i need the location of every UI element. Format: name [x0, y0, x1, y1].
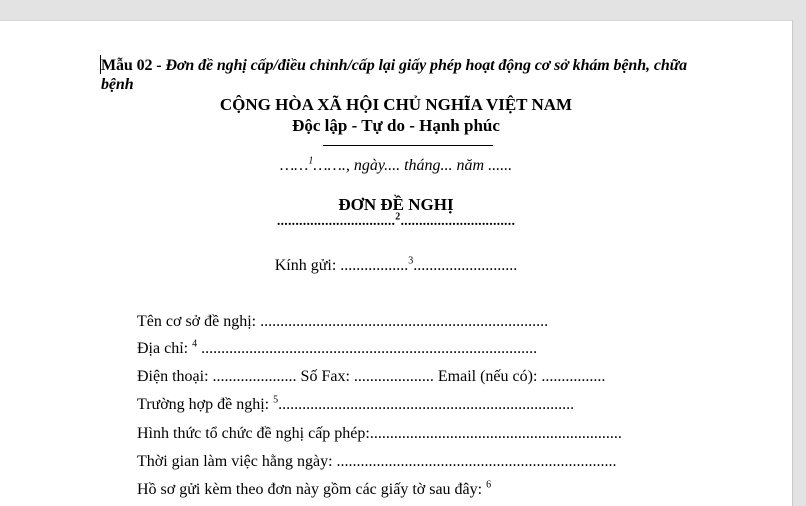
subheading-dots-left: ................................	[276, 214, 396, 229]
recipient-line	[0, 256, 792, 276]
attachments-field	[137, 480, 491, 500]
date-line-date: ……., ngày.... tháng... năm ......	[313, 157, 513, 174]
working-hours-field: Thời gian làm việc hằng ngày: ......................................................................	[137, 453, 617, 470]
form-title-prefix: Mẫu 02 -	[101, 57, 166, 74]
footnote-marker-4: 4	[192, 338, 198, 350]
footnote-marker-5: 5	[273, 394, 279, 406]
recipient-dots: ..........................	[413, 257, 518, 274]
footnote-marker-1: 1	[308, 155, 314, 167]
request-case-dots: ..........................................................................	[278, 396, 575, 413]
document-heading: ĐƠN ĐỀ NGHỊ	[338, 195, 454, 214]
motto-underline	[323, 145, 493, 146]
address-dots: ....................................................................................	[197, 340, 538, 357]
footnote-marker-6: 6	[486, 479, 492, 491]
footnote-marker-2: 2	[395, 211, 401, 223]
request-case-field	[137, 395, 574, 415]
facility-name-field: Tên cơ sở đề nghị: ........................................................................	[137, 313, 549, 330]
nation-heading: CỘNG HÒA XÃ HỘI CHỦ NGHĨA VIỆT NAM	[219, 95, 573, 114]
footnote-marker-3: 3	[408, 255, 414, 267]
recipient-label: Kính gửi: .................	[274, 257, 409, 274]
address-field	[137, 339, 537, 359]
document-subheading	[0, 213, 792, 231]
subheading-dots-right: ...............................	[400, 214, 516, 229]
date-line	[0, 156, 792, 176]
address-label: Địa chỉ:	[137, 340, 193, 357]
attachments-label: Hồ sơ gửi kèm theo đơn này gồm các giấy tờ sau đây:	[137, 481, 487, 498]
organization-form-field: Hình thức tổ chức đề nghị cấp phép:...............................................................	[137, 425, 622, 442]
date-line-place: ……	[279, 157, 309, 174]
document-page	[0, 20, 793, 506]
form-title-description: Đơn đề nghị cấp/điều chỉnh/cấp lại giấy phép hoạt động cơ sở khám bệnh, chữa bệnh	[101, 57, 688, 93]
request-case-label: Trường hợp đề nghị:	[137, 396, 274, 413]
form-title	[101, 56, 721, 94]
contact-field: Điện thoại: ..................... Số Fax: .................... Email (nếu có): ................	[137, 368, 606, 385]
motto: Độc lập - Tự do - Hạnh phúc	[292, 116, 500, 135]
